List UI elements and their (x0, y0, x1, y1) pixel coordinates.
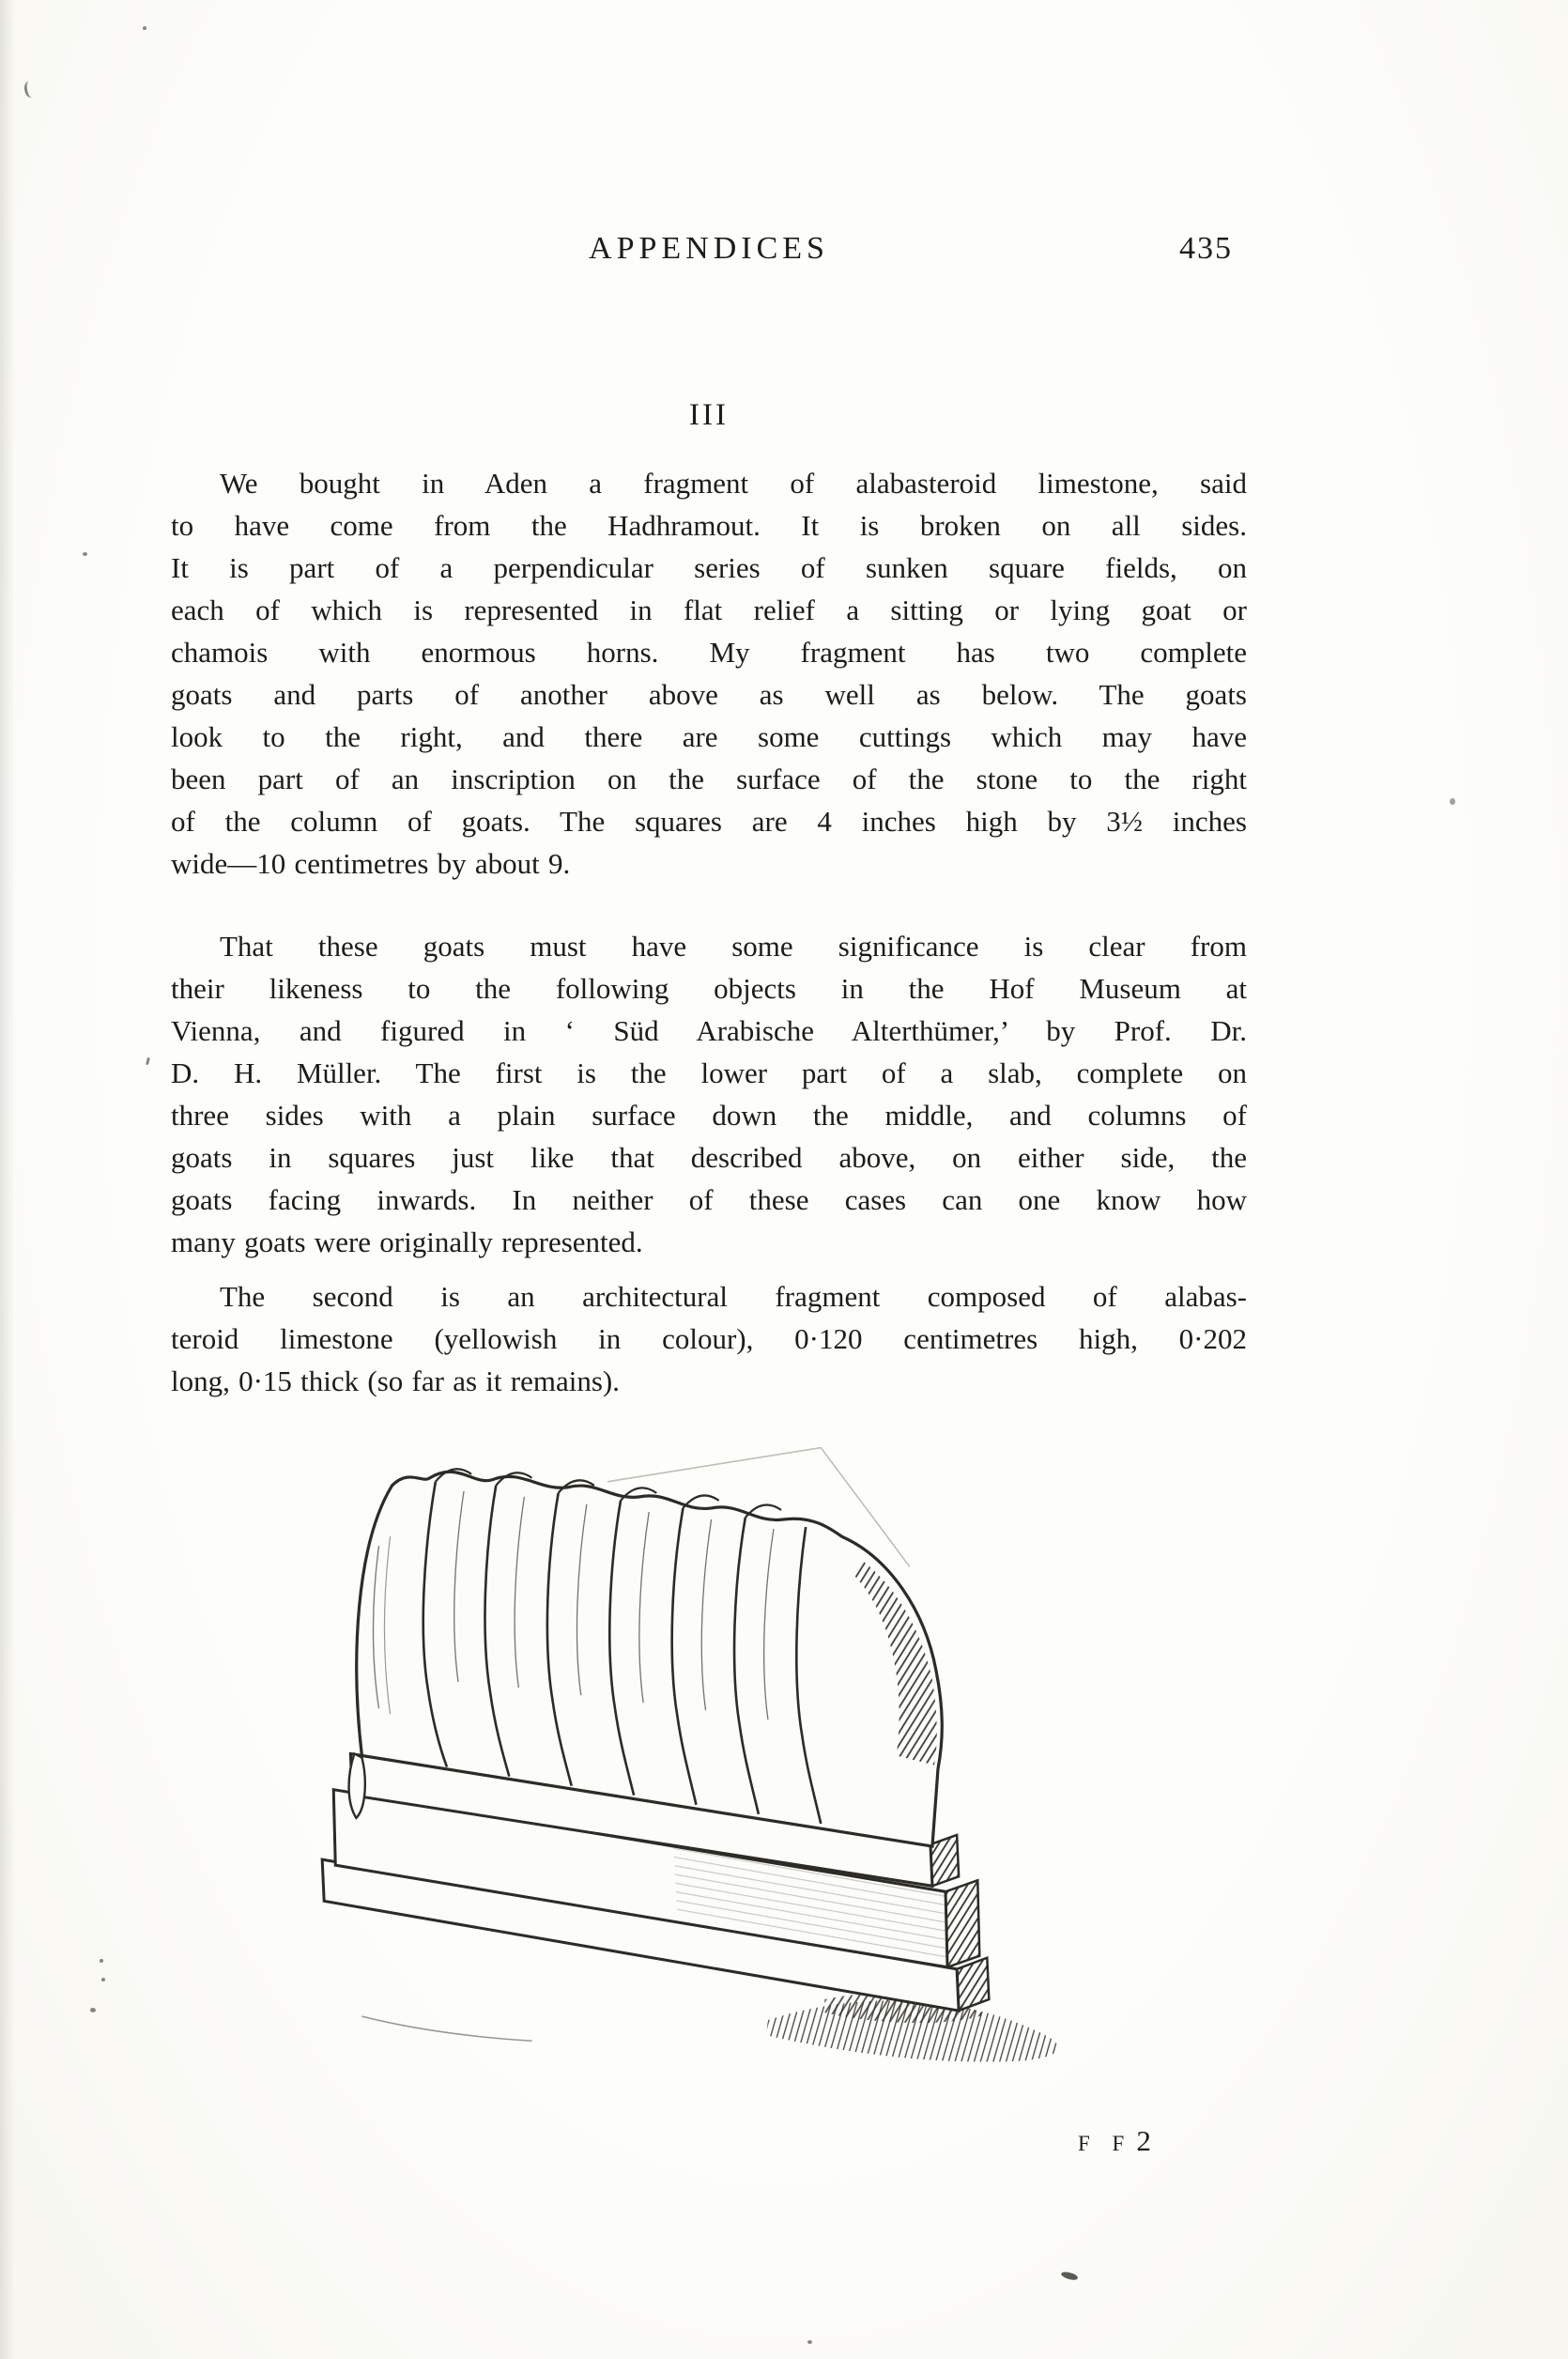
scan-speck (83, 552, 87, 556)
text-line: goats and parts of another above as well as below. The goats (171, 678, 1247, 711)
scan-speck (101, 1978, 105, 1981)
signature-number: 2 (1136, 2124, 1151, 2157)
text-line: The second is an architectural fragment composed of alabas- (220, 1280, 1247, 1313)
text-line: Vienna, and figured in ‘ Süd Arabische Alterthümer,’ by Prof. Dr. (171, 1014, 1247, 1047)
stone-fragment-illustration (296, 1432, 1099, 2085)
text-line: to have come from the Hadhramout. It is broken on all sides. (171, 509, 1247, 542)
text-line: chamois with enormous horns. My fragment has two complete (171, 636, 1247, 669)
text-line: D. H. Müller. The first is the lower part of a slab, complete on (171, 1056, 1247, 1089)
text-line: many goats were originally represented. (171, 1226, 643, 1258)
text-line: look to the right, and there are some cuttings which may have (171, 720, 1247, 753)
scan-speck (1450, 798, 1455, 805)
text-line: wide—10 centimetres by about 9. (171, 847, 571, 880)
text-line: their likeness to the following objects in the Hof Museum at (171, 972, 1247, 1005)
text-line: each of which is represented in flat relief a sitting or lying goat or (171, 594, 1247, 626)
text-line: teroid limestone (yellowish in colour), 0·120 centimetres high, 0·202 (171, 1322, 1247, 1355)
paragraph-1 (171, 462, 1247, 885)
scan-speck (143, 26, 146, 30)
text-line: goats facing inwards. In neither of these cases can one know how (171, 1183, 1247, 1216)
page-number: 435 (1179, 231, 1233, 266)
text-line: been part of an inscription on the surface of the stone to the right (171, 763, 1247, 795)
section-heading: III (689, 398, 729, 432)
text-line: It is part of a perpendicular series of sunken square fields, on (171, 551, 1247, 584)
scan-speck (100, 1959, 103, 1963)
scan-speck (90, 2008, 96, 2012)
printer-signature (1078, 2124, 1151, 2158)
signature-letters: F F (1078, 2132, 1133, 2155)
scan-speck (1060, 2270, 1078, 2281)
paragraph-3 (171, 1275, 1247, 1402)
text-line: We bought in Aden a fragment of alabasteroid limestone, said (220, 467, 1247, 500)
scan-speck (23, 80, 38, 99)
running-head: APPENDICES (589, 231, 829, 266)
scan-edge-shadow (0, 0, 15, 2359)
stone-fragment-engraving (296, 1432, 1099, 2085)
scan-speck (146, 1057, 150, 1065)
scan-speck (807, 2340, 812, 2344)
text-line: long, 0·15 thick (so far as it remains). (171, 1365, 620, 1397)
text-line: goats in squares just like that described above, on either side, the (171, 1141, 1247, 1174)
text-line: three sides with a plain surface down the middle, and columns of (171, 1099, 1247, 1132)
paragraph-2 (171, 925, 1247, 1263)
text-line: That these goats must have some significance is clear from (220, 930, 1247, 963)
text-line: of the column of goats. The squares are 4 inches high by 3½ inches (171, 805, 1247, 838)
